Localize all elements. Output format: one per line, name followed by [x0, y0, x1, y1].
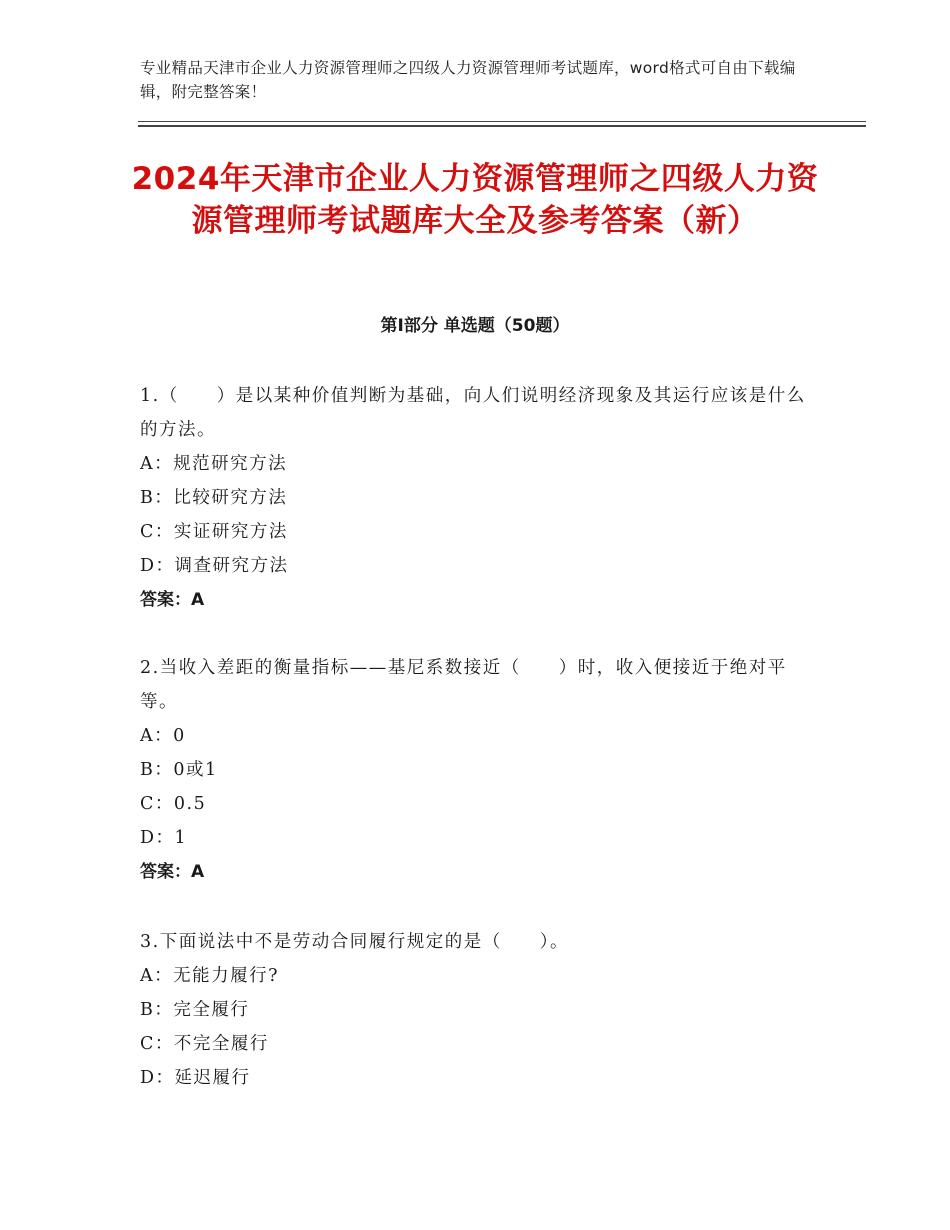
option-c: C：实证研究方法 [140, 522, 288, 542]
option-d: D：调查研究方法 [140, 556, 289, 576]
answer: 答案：A [140, 590, 205, 610]
document-title: 2024年天津市企业人力资源管理师之四级人力资源管理师考试题库大全及参考答案（新） [131, 161, 819, 239]
option-b: B：0或1 [140, 760, 218, 780]
question-stem: 2.当收入差距的衡量指标——基尼系数接近（ ）时，收入便接近于绝对平等。 [140, 658, 787, 712]
question-stem: 3.下面说法中不是劳动合同履行规定的是（ ）。 [140, 932, 569, 952]
option-d: D：1 [140, 828, 188, 848]
section-title: 第Ⅰ部分 单选题（50题） [380, 316, 570, 336]
header-rule-thick [138, 125, 866, 127]
header-rule-thin [138, 121, 866, 122]
question-3 [140, 925, 810, 1095]
option-a: A：无能力履行? [140, 966, 280, 986]
option-b: B：比较研究方法 [140, 488, 288, 508]
question-2 [140, 651, 810, 889]
option-a: A：0 [140, 726, 186, 746]
option-c: C：0.5 [140, 794, 207, 814]
answer: 答案：A [140, 862, 205, 882]
question-stem: 1.（ ）是以某种价值判断为基础，向人们说明经济现象及其运行应该是什么的方法。 [140, 386, 806, 440]
question-1 [140, 379, 810, 617]
option-b: B：完全履行 [140, 1000, 250, 1020]
option-c: C：不完全履行 [140, 1034, 269, 1054]
option-a: A：规范研究方法 [140, 454, 288, 474]
header-note: 专业精品天津市企业人力资源管理师之四级人力资源管理师考试题库，word格式可自由下载编辑，附完整答案！ [140, 59, 796, 101]
option-d: D：延迟履行 [140, 1068, 251, 1088]
